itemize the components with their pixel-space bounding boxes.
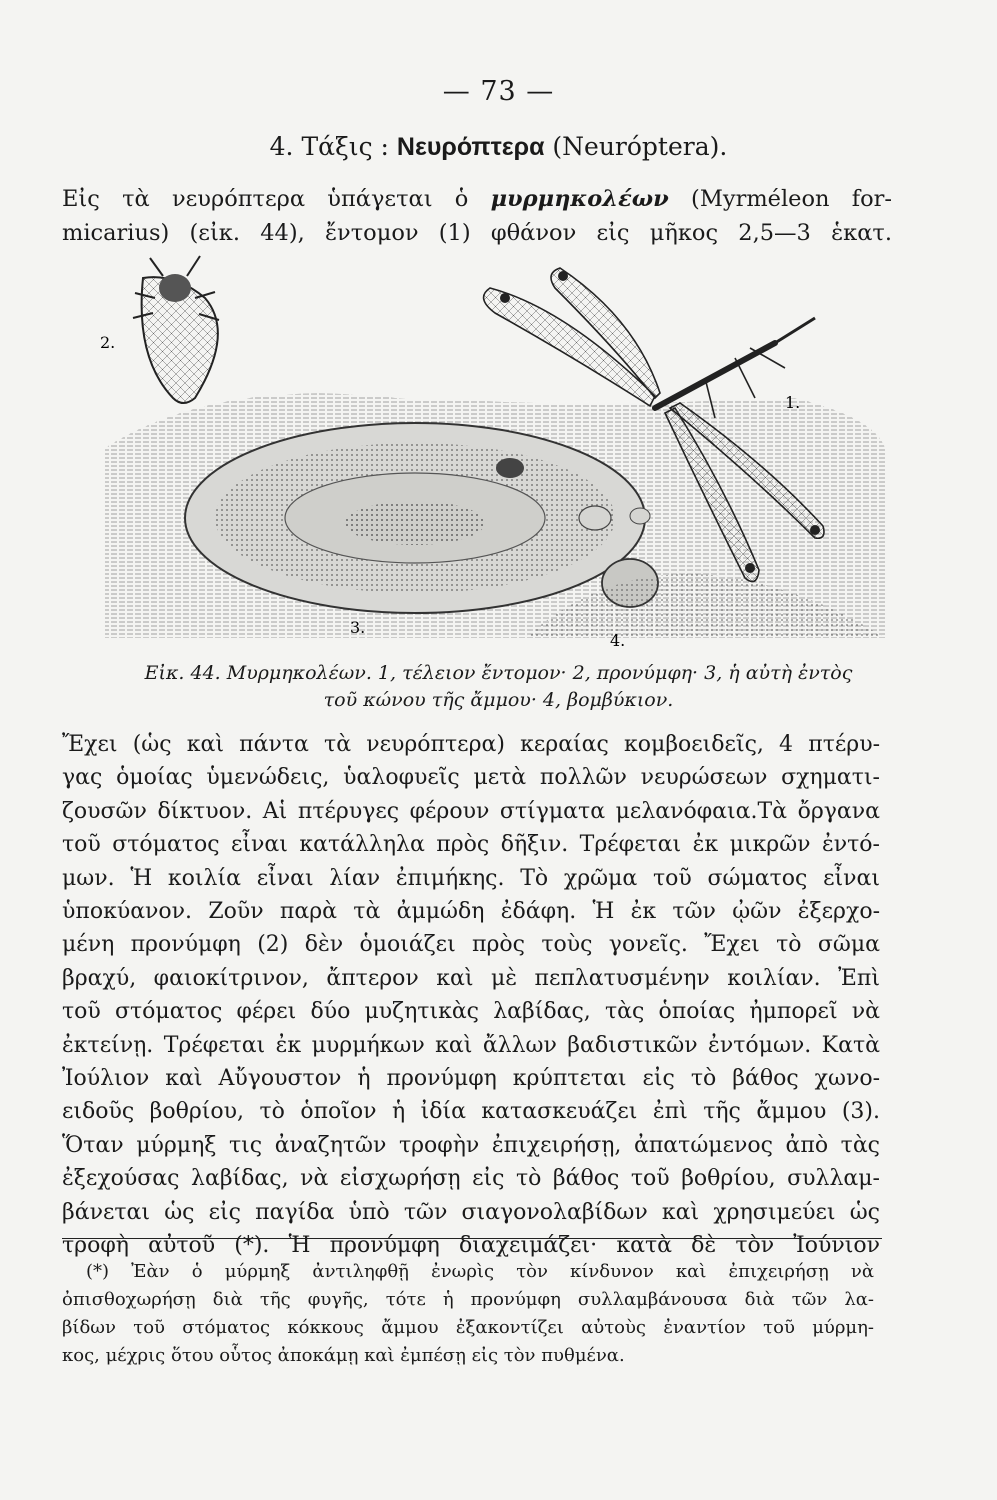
intro-line <box>62 182 892 216</box>
caption-line: τοῦ κώνου τῆς ἄμμου· 4, βομβύκιον. <box>323 689 674 711</box>
body-line: γας ὁμοίας ὑμενώδεις, ὑαλοφυεῖς μετὰ πολλῶν νευρώσεων σχηματι- <box>62 765 880 791</box>
body-line: βάνεται ὡς εἰς παγίδα ὑπὸ τῶν σιαγονολαβίδων καὶ χρησιμεύει ὡς <box>62 1199 880 1225</box>
larva-in-pit <box>496 458 524 478</box>
footnote-line: βίδων τοῦ στόματος κόκκους ἄμμου ἐξακοντίζει αὐτοὺς ἐναντίον τοῦ μύρμη- <box>62 1317 874 1338</box>
figure-label-2: 2. <box>100 333 116 352</box>
body-line: τοῦ στόματος φέρει δύο μυζητικὰς λαβίδας, τὰς ὁποίας ἠμπορεῖ νὰ <box>62 999 880 1025</box>
larva <box>133 256 219 403</box>
body-line: ἐξεχούσας λαβίδας, νὰ εἰσχωρήσῃ εἰς τὸ βάθος τοῦ βοθρίου, συλλαμ- <box>62 1166 880 1192</box>
footnote-divider <box>62 1238 882 1239</box>
footnote-line: ὀπισθοχωρήσῃ διὰ τῆς φυγῆς, τότε ἡ προνύμφη συλλαμβάνουσα διὰ τῶν λα- <box>62 1289 874 1310</box>
intro-text: (Myrméleon for- <box>668 186 892 212</box>
body-line: ζουσῶν δίκτυον. Αἱ πτέρυγες φέρουν στίγματα μελανόφαια.Τὰ ὄργανα <box>62 798 880 824</box>
body-paragraph <box>62 728 880 1263</box>
body-line: Ὅταν μύρμηξ τις ἀναζητῶν τροφὴν ἐπιχειρήσῃ, ἀπατώμενος ἀπὸ τὰς <box>62 1132 880 1158</box>
page-number: — 73 — <box>442 76 555 107</box>
intro-line <box>62 216 892 250</box>
caption-line: Εἰκ. 44. Μυρμηκολέων. 1, τέλειον ἔντομον· 2, προνύμφη· 3, ἡ αὐτὴ ἐντὸς <box>144 662 853 684</box>
antlion-engraving <box>95 248 885 658</box>
body-line: ὑποκύανον. Ζοῦν παρὰ τὰ ἀμμώδη ἐδάφη. Ἡ ἐκ τῶν ᾠῶν ἐξερχο- <box>62 899 880 925</box>
figure-label-4: 4. <box>610 631 626 650</box>
intro-paragraph <box>62 182 892 250</box>
section-prefix: 4. Τάξις : <box>269 132 389 161</box>
footnote <box>62 1258 874 1370</box>
body-line: Ἔχει (ὡς καὶ πάντα τὰ νευρόπτερα) κεραίας κομβοειδεῖς, 4 πτέρυ- <box>62 732 880 757</box>
body-line: ἐκτείνῃ. Τρέφεται ἐκ μυρμήκων καὶ ἄλλων βαδιστικῶν ἐντόμων. Κατὰ <box>62 1032 880 1058</box>
figure-caption <box>0 660 997 714</box>
footnote-line: (*) Ἐὰν ὁ μύρμηξ ἀντιληφθῇ ἐνωρὶς τὸν κίνδυνον καὶ ἐπιχειρήσῃ νὰ <box>86 1261 874 1282</box>
figure-antlion-illustration <box>95 248 885 658</box>
intro-text: Εἰς τὰ νευρόπτερα ὑπάγεται ὁ <box>62 186 491 212</box>
body-line: τροφὴ αὐτοῦ (*). Ἡ προνύμφη διαχειμάζει· κατὰ δὲ τὸν Ἰούνιον <box>62 1233 880 1259</box>
body-line: μένη προνύμφη (2) δὲν ὁμοιάζει πρὸς τοὺς γονεῖς. Ἔχει τὸ σῶμα <box>62 932 880 958</box>
intro-text: micarius) (εἰκ. 44), ἔντομον (1) φθάνον εἰς μῆκος 2,5—3 ἑκατ. <box>62 220 892 246</box>
figure-label-1: 1. <box>785 393 801 412</box>
species-name: μυρμηκολέων <box>490 186 669 212</box>
body-line: βραχύ, φαιοκίτρινον, ἄπτερον καὶ μὲ πεπλατυσμένην κοιλίαν. Ἐπὶ <box>62 965 880 991</box>
footnote-line: κος, μέχρις ὅτου οὗτος ἀποκάμῃ καὶ ἐμπέσῃ εἰς τὸν πυθμένα. <box>62 1345 625 1366</box>
figure-label-3: 3. <box>350 618 366 637</box>
body-line: μων. Ἡ κοιλία εἶναι λίαν ἐπιμήκης. Τὸ χρῶμα τοῦ σώματος εἶναι <box>62 865 880 891</box>
body-line: Ἰούλιον καὶ Αὔγουστον ἡ προνύμφη κρύπτεται εἰς τὸ βάθος χωνο- <box>62 1066 880 1092</box>
section-name: Νευρόπτερα <box>396 133 545 161</box>
section-latin: (Neuróptera). <box>552 132 728 161</box>
section-title <box>0 132 997 162</box>
body-line: τοῦ στόματος εἶναι κατάλληλα πρὸς δῆξιν. Τρέφεται ἐκ μικρῶν ἐντό- <box>62 832 880 858</box>
body-line: ειδοῦς βοθρίου, τὸ ὁποῖον ἡ ἰδία κατασκευάζει ἐπὶ τῆς ἄμμου (3). <box>62 1099 880 1125</box>
